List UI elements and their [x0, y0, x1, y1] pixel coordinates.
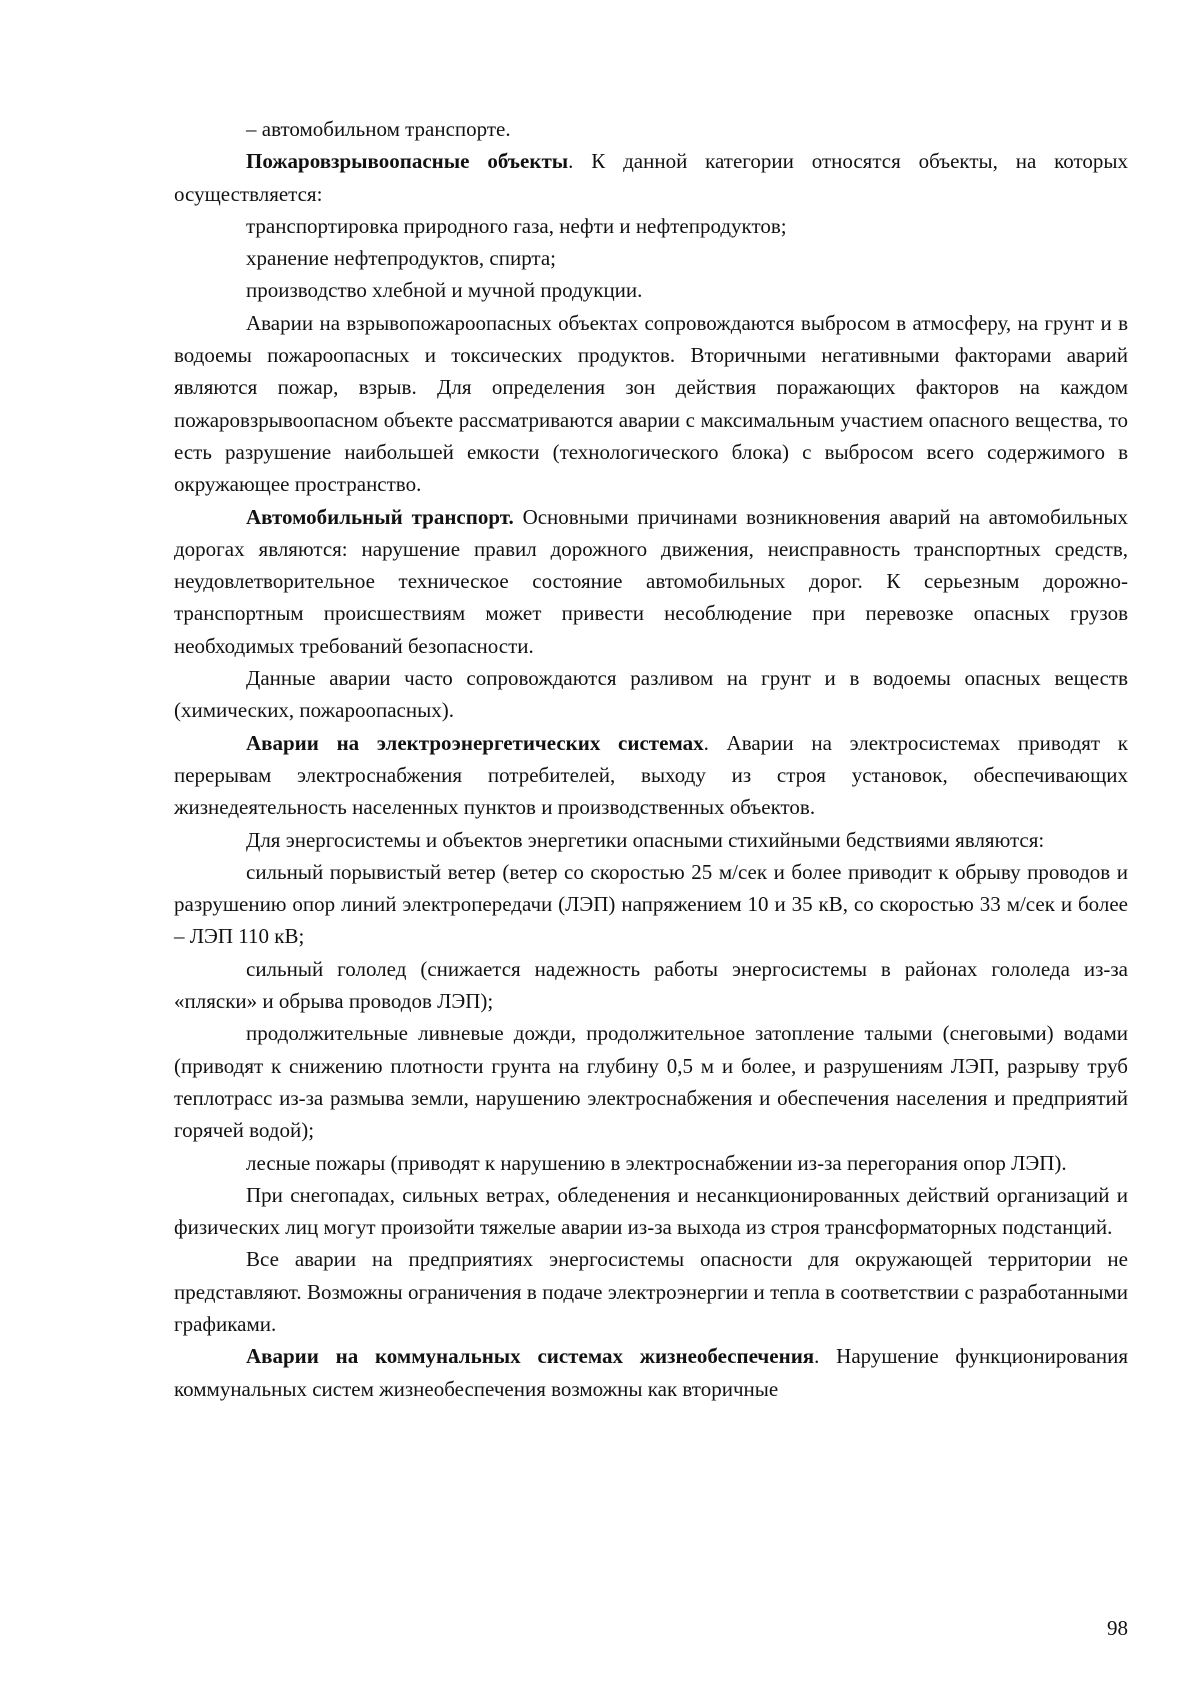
paragraph	[174, 113, 1128, 145]
paragraph-text: . К данной категории относятся объекты, на которых осуществляется:	[174, 149, 1128, 206]
paragraph	[174, 662, 1128, 727]
page-content	[174, 113, 1128, 1405]
paragraph	[174, 953, 1128, 1018]
paragraph-bold-lead: Автомобильный транспорт.	[246, 504, 514, 529]
paragraph-bold-lead: Пожаровзрывоопасные объекты	[246, 149, 569, 174]
paragraph	[174, 1243, 1128, 1340]
paragraph	[174, 242, 1128, 274]
paragraph	[174, 1179, 1128, 1244]
paragraph-text: продолжительные ливневые дожди, продолжительное затопление талыми (снеговыми) водами (приводят к снижению плотности грунта на глубину 0,5 м и более, и разрушениям ЛЭП, разрыву труб теплотрасс из-за размыва земли, нарушению электроснабжения и обеспечения населения и предприятий горячей водой);	[174, 1021, 1128, 1143]
paragraph-text: Аварии на взрывопожароопасных объектах сопровождаются выбросом в атмосферу, на грунт и в водоемы пожароопасных и токсических продуктов. Вторичными негативными факторами аварий являются пожар, взрыв. Для определения зон действия поражающих факторов на каждом пожаровзрывоопасном объекте рассматриваются аварии с максимальным участием опасного вещества, то есть разрушение наибольшей емкости (технологического блока) с выбросом всего содержимого в окружающее пространство.	[174, 310, 1128, 497]
paragraph	[174, 210, 1128, 242]
paragraph	[174, 145, 1128, 210]
paragraph	[174, 1017, 1128, 1146]
paragraph	[174, 501, 1128, 662]
paragraph	[174, 307, 1128, 501]
paragraph-text: лесные пожары (приводят к нарушению в электроснабжении из-за перегорания опор ЛЭП).	[246, 1150, 1067, 1175]
paragraph-text: хранение нефтепродуктов, спирта;	[246, 246, 557, 271]
paragraph-text: – автомобильном транспорте.	[246, 117, 511, 141]
paragraph-bold-lead: Аварии на коммунальных системах жизнеобеспечения	[246, 1344, 815, 1369]
paragraph-text: транспортировка природного газа, нефти и нефтепродуктов;	[246, 213, 787, 238]
paragraph-text: Все аварии на предприятиях энергосистемы опасности для окружающей территории не представляют. Возможны ограничения в подаче электроэнергии и тепла в соответствии с разработанными графиками.	[174, 1247, 1128, 1336]
paragraph-text: Для энергосистемы и объектов энергетики опасными стихийными бедствиями являются:	[246, 827, 1045, 852]
paragraph-text: При снегопадах, сильных ветрах, обледенения и несанкционированных действий организаций и физических лиц могут произойти тяжелые аварии из-за выхода из строя трансформаторных подстанций.	[174, 1182, 1128, 1240]
paragraph	[174, 274, 1128, 306]
paragraph	[174, 824, 1128, 856]
paragraph-text: сильный гололед (снижается надежность работы энергосистемы в районах гололеда из-за «пляски» и обрыва проводов ЛЭП);	[174, 956, 1128, 1014]
paragraph-text: Основными причинами возникновения аварий на автомобильных дорогах являются: нарушение правил дорожного движения, неисправность транспортных средств, неудовлетворительное техническое состояние автомобильных дорог. К серьезным дорожно-транспортным происшествиям может привести несоблюдение при перевозке опасных грузов необходимых требований безопасности.	[174, 504, 1129, 658]
paragraph	[174, 1340, 1128, 1405]
paragraph-text: . Аварии на электросистемах приводят к перерывам электроснабжения потребителей, выходу из строя установок, обеспечивающих жизнедеятельность населенных пунктов и производственных объектов.	[174, 730, 1128, 820]
paragraph	[174, 727, 1128, 824]
page-number: 98	[1107, 1616, 1128, 1640]
paragraph-bold-lead: Аварии на электроэнергетических системах	[246, 730, 704, 755]
paragraph-text: сильный порывистый ветер (ветер со скоростью 25 м/сек и более приводит к обрыву проводов и разрушению опор линий электропередачи (ЛЭП) напряжением 10 и 35 кВ, со скоростью 33 м/сек и более – ЛЭП 110 кВ;	[174, 859, 1128, 949]
paragraph-text: . Нарушение функционирования коммунальных систем жизнеобеспечения возможны как вторичные	[174, 1344, 1128, 1401]
paragraph	[174, 1147, 1128, 1179]
paragraph	[174, 856, 1128, 953]
paragraph-text: производство хлебной и мучной продукции.	[246, 278, 643, 303]
paragraph-text: Данные аварии часто сопровождаются разливом на грунт и в водоемы опасных веществ (химических, пожароопасных).	[174, 666, 1128, 723]
